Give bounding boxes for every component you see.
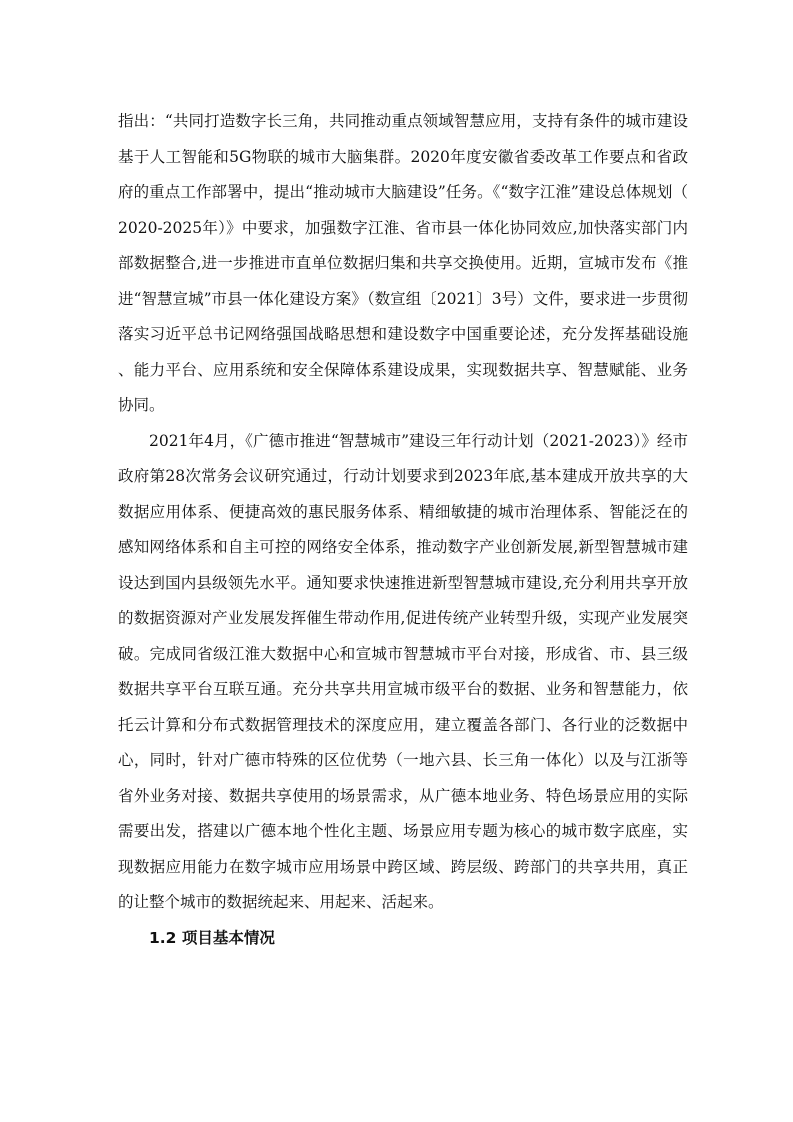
section-heading: 1.2 项目基本情况 bbox=[149, 928, 275, 947]
paragraph-guangde-action-plan: 2021年4月，《广德市推进“智慧城市”建设三年行动计划（2021-2023）》经市政府第28次常务会议研究通过，行动计划要求到2023年底,基本建成开放共享的大数据应用体系、便捷高效的惠民服务体系、精细敏捷的城市治理体系、智能泛在的感知网络体系和自主可控的网络安全体系，推动数字产业创新发展,新型智慧城市建设达到国内县级领先水平。通知要求快速推进新型智慧城市建设,充分利用共享开放的数据资源对产业发展发挥催生带动作用,促进传统产业转型升级，实现产业发展突破。完成同省级江淮大数据中心和宣城市智慧城市平台对接，形成省、市、县三级数据共享平台互联互通。充分共享共用宣城市级平台的数据、业务和智慧能力，依托云计算和分布式数据管理技术的深度应用，建立覆盖各部门、各行业的泛数据中心，同时，针对广德市特殊的区位优势（一地六县、长三角一体化）以及与江浙等省外业务对接、数据共享使用的场景需求，从广德本地业务、特色场景应用的实际需要出发，搭建以广德本地个性化主题、场景应用专题为核心的城市数字底座，实现数据应用能力在数字城市应用场景中跨区域、跨层级、跨部门的共享共用，真正的让整个城市的数据统起来、用起来、活起来。 bbox=[118, 431, 688, 911]
document-body bbox=[118, 104, 688, 956]
paragraph-policy-background: 指出：“共同打造数字长三角，共同推动重点领域智慧应用，支持有条件的城市建设基于人工智能和5G物联的城市大脑集群。2020年度安徽省委改革工作要点和省政府的重点工作部署中，提出“推动城市大脑建设”任务。《“数字江淮”建设总体规划（2020-2025年）》中要求，加强数字江淮、省市县一体化协同效应,加快落实部门内部数据整合,进一步推进市直单位数据归集和共享交换使用。近期，宣城市发布《推进“智慧宣城”市县一体化建设方案》（数宣组〔2021〕3号）文件，要求进一步贯彻落实习近平总书记网络强国战略思想和建设数字中国重要论述，充分发挥基础设施、能力平台、应用系统和安全保障体系建设成果，实现数据共享、智慧赋能、业务协同。 bbox=[118, 112, 688, 414]
